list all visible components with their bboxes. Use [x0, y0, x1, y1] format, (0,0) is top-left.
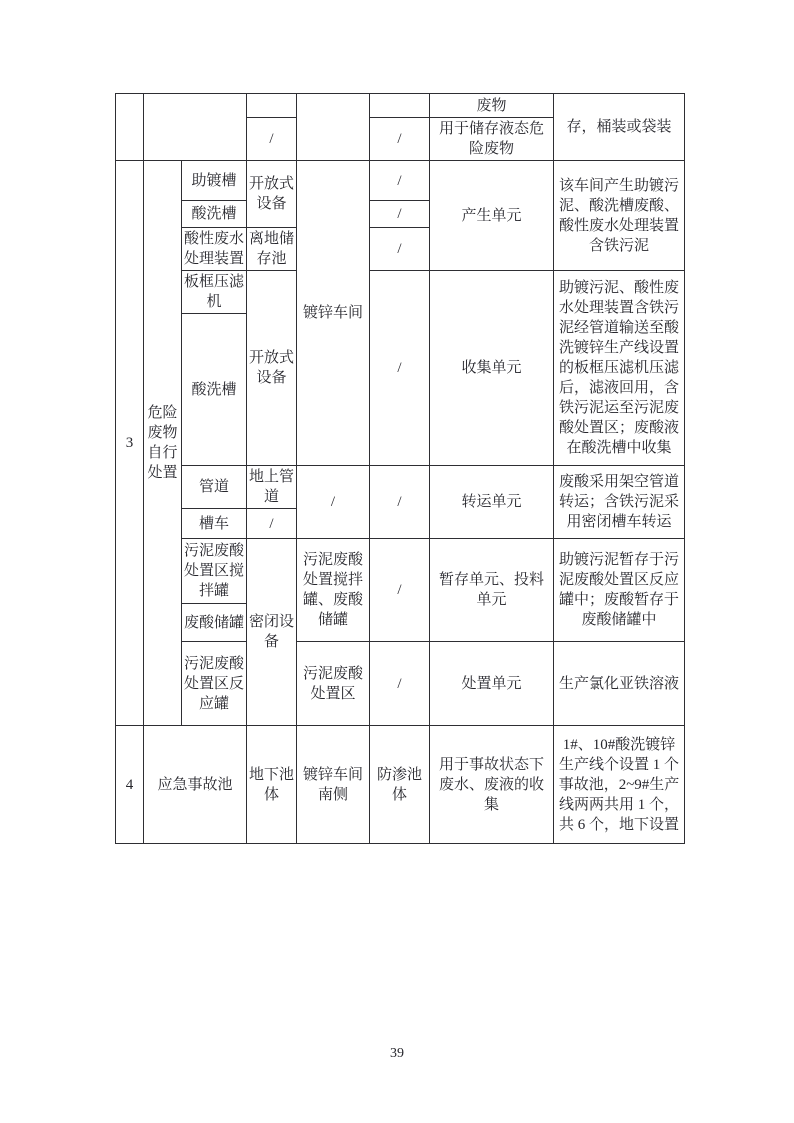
cell-carryover-location-empty — [297, 94, 370, 161]
cell-type-slash: / — [247, 509, 297, 539]
cell-carryover-index-empty — [116, 94, 144, 161]
cell-remark-disposal: 生产氯化亚铁溶液 — [554, 642, 685, 726]
cell-remark-produce: 该车间产生助镀污泥、酸洗槽废酸、酸性废水处理装置含铁污泥 — [554, 161, 685, 271]
cell-location-slash: / — [297, 466, 370, 539]
cell-remark-transfer: 废酸采用架空管道转运；含铁污泥采用密闭槽车转运 — [554, 466, 685, 539]
cell-item-acid-wastewater-unit: 酸性废水处理装置 — [182, 228, 247, 271]
cell-type-open-equipment-1: 开放式设备 — [247, 161, 297, 228]
cell-carryover-protection-slash: / — [370, 118, 430, 161]
cell-remark-collect: 助镀污泥、酸性废水处理装置含铁污泥经管道输送至酸洗镀锌生产线设置的板框压滤机压滤后，滤液回用，含铁污泥运至污泥废酸处置区；废酸液在酸洗槽中收集 — [554, 271, 685, 466]
cell-protection-slash-2: / — [370, 201, 430, 228]
page-number: 39 — [390, 1046, 404, 1061]
cell-location-disposal-area: 污泥废酸处置区 — [297, 642, 370, 726]
cell-item-tank-truck: 槽车 — [182, 509, 247, 539]
cell-item-filter-press: 板框压滤机 — [182, 271, 247, 314]
cell-unit-produce: 产生单元 — [430, 161, 554, 271]
cell-unit-transfer: 转运单元 — [430, 466, 554, 539]
table-row — [116, 94, 685, 118]
cell-item-mixing-tank: 污泥废酸处置区搅拌罐 — [182, 539, 247, 604]
cell-item-zhudu-tank: 助镀槽 — [182, 161, 247, 201]
cell-group4-type: 地下池体 — [247, 726, 297, 844]
table-row — [116, 642, 685, 726]
cell-item-pickling-tank-2: 酸洗槽 — [182, 314, 247, 466]
cell-group4-protection: 防渗池体 — [370, 726, 430, 844]
cell-protection-slash-5: / — [370, 466, 430, 539]
table-row — [116, 539, 685, 604]
cell-protection-slash-3: / — [370, 228, 430, 271]
cell-protection-slash-7: / — [370, 642, 430, 726]
table-row — [116, 161, 685, 201]
cell-protection-slash-6: / — [370, 539, 430, 642]
cell-group4-purpose: 用于事故状态下废水、废液的收集 — [430, 726, 554, 844]
table-row — [116, 271, 685, 314]
cell-carryover-type-empty — [247, 94, 297, 118]
cell-item-reaction-tank: 污泥废酸处置区反应罐 — [182, 642, 247, 726]
cell-carryover-remark-tail: 存，桶装或袋装 — [554, 94, 685, 161]
cell-type-sealed-equipment: 密闭设备 — [247, 539, 297, 726]
cell-carryover-type-slash: / — [247, 118, 297, 161]
cell-carryover-name-empty — [144, 94, 247, 161]
cell-unit-collect: 收集单元 — [430, 271, 554, 466]
cell-group3-category: 危险废物自行处置 — [144, 161, 182, 726]
facility-table — [115, 93, 685, 844]
cell-protection-slash-1: / — [370, 161, 430, 201]
cell-group4-location: 镀锌车间南侧 — [297, 726, 370, 844]
cell-protection-slash-4: / — [370, 271, 430, 466]
cell-location-storage-tanks: 污泥废酸处置搅拌罐、废酸储罐 — [297, 539, 370, 642]
cell-type-offground-pool: 离地储存池 — [247, 228, 297, 271]
cell-remark-storage: 助镀污泥暂存于污泥废酸处置区反应罐中；废酸暂存于废酸储罐中 — [554, 539, 685, 642]
table-row — [116, 726, 685, 844]
cell-group4-remark: 1#、10#酸洗镀锌生产线个设置 1 个事故池，2~9#生产线两两共用 1 个，共 6 个，地下设置 — [554, 726, 685, 844]
cell-carryover-purpose-tail: 废物 — [430, 94, 554, 118]
cell-unit-storage-feed: 暂存单元、投料单元 — [430, 539, 554, 642]
cell-group4-name: 应急事故池 — [144, 726, 247, 844]
cell-location-galvanize-workshop: 镀锌车间 — [297, 161, 370, 466]
cell-type-open-equipment-2: 开放式设备 — [247, 271, 297, 466]
cell-type-overhead-pipeline: 地上管道 — [247, 466, 297, 509]
cell-item-pipeline: 管道 — [182, 466, 247, 509]
cell-group4-index: 4 — [116, 726, 144, 844]
cell-unit-disposal: 处置单元 — [430, 642, 554, 726]
table-row — [116, 466, 685, 509]
cell-item-pickling-tank-1: 酸洗槽 — [182, 201, 247, 228]
cell-item-waste-acid-tank: 废酸储罐 — [182, 604, 247, 642]
cell-group3-index: 3 — [116, 161, 144, 726]
cell-carryover-protection-empty — [370, 94, 430, 118]
cell-carryover-purpose: 用于储存液态危险废物 — [430, 118, 554, 161]
